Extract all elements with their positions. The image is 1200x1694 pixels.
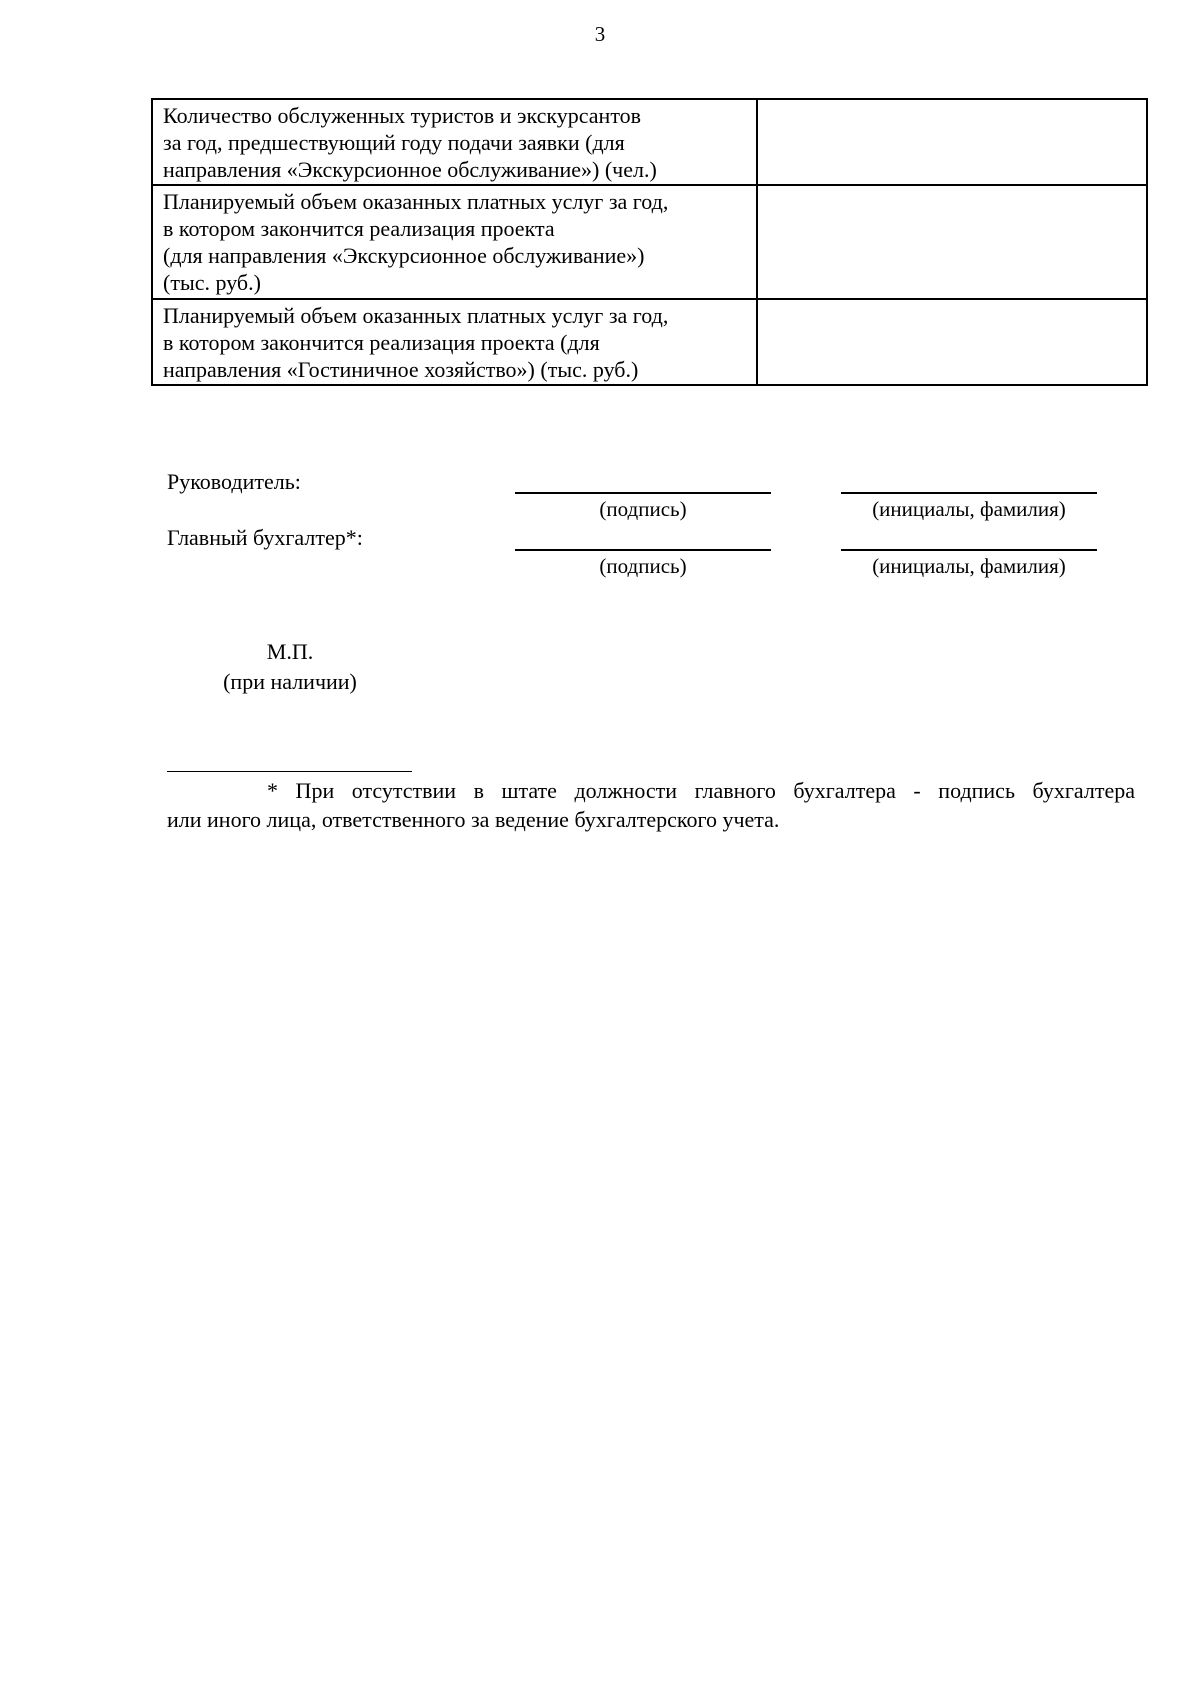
stamp-label: М.П. <box>266 639 314 664</box>
footnote-line-1: * При отсутствии в штате должности главного бухгалтера - подпись бухгалтера <box>267 778 1135 803</box>
indicators-table <box>151 98 1148 386</box>
row-label-line: Количество обслуженных туристов и экскурсантов <box>163 103 642 128</box>
table-row <box>152 185 1147 299</box>
accountant-role-label: Главный бухгалтер*: <box>167 525 363 550</box>
table-row <box>152 299 1147 385</box>
row-value-cell[interactable] <box>757 99 1147 185</box>
row-label-line: Планируемый объем оказанных платных услуг за год, <box>163 303 669 328</box>
director-signature-caption: (подпись) <box>599 497 687 521</box>
row-label-line: направления «Экскурсионное обслуживание») (чел.) <box>163 157 657 182</box>
row-label-line: Планируемый объем оказанных платных услуг за год, <box>163 189 669 214</box>
row-label-line: (тыс. руб.) <box>163 270 261 295</box>
director-signature-line[interactable] <box>515 492 771 494</box>
row-value-cell[interactable] <box>757 185 1147 299</box>
row-value-cell[interactable] <box>757 299 1147 385</box>
stamp-placeholder <box>210 637 370 697</box>
accountant-signature-caption: (подпись) <box>599 554 687 578</box>
row-label <box>152 185 757 299</box>
row-label-line: (для направления «Экскурсионное обслуживание») <box>163 243 645 268</box>
stamp-note: (при наличии) <box>223 669 357 694</box>
accountant-signature-line[interactable] <box>515 549 771 551</box>
director-name-caption: (инициалы, фамилия) <box>872 497 1066 521</box>
row-label <box>152 299 757 385</box>
row-label-line: за год, предшествующий году подачи заявки (для <box>163 130 625 155</box>
footnote <box>167 776 1135 834</box>
row-label-line: направления «Гостиничное хозяйство») (тыс. руб.) <box>163 357 639 382</box>
director-role-label: Руководитель: <box>167 469 301 494</box>
accountant-name-line[interactable] <box>841 549 1097 551</box>
table-row <box>152 99 1147 185</box>
footnote-line-2: или иного лица, ответственного за ведение бухгалтерского учета. <box>167 807 780 832</box>
row-label-line: в котором закончится реализация проекта (для <box>163 330 600 355</box>
footnote-separator <box>167 771 412 772</box>
accountant-name-caption: (инициалы, фамилия) <box>872 554 1066 578</box>
row-label <box>152 99 757 185</box>
page-number: 3 <box>594 22 606 46</box>
director-name-line[interactable] <box>841 492 1097 494</box>
row-label-line: в котором закончится реализация проекта <box>163 216 555 241</box>
